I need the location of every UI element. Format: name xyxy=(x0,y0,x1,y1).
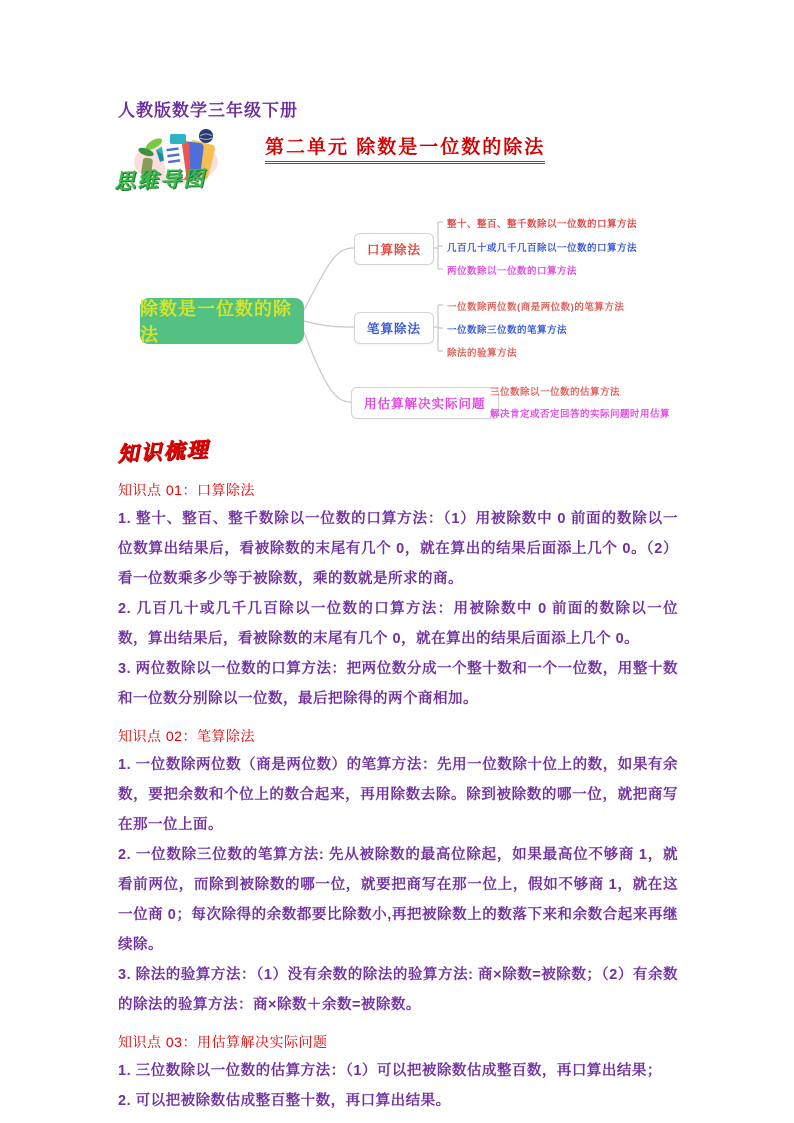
knowledge-point-01 xyxy=(118,476,678,714)
mindmap xyxy=(0,200,794,445)
mindmap-branch-estimation: 用估算解决实际问题 xyxy=(351,387,499,419)
mindmap-leaf: 一位数除两位数(商是两位数)的笔算方法 xyxy=(447,302,625,313)
mindmap-leaf: 解决肯定或否定回答的实际问题时用估算 xyxy=(490,409,671,420)
mindmap-leaf: 除法的验算方法 xyxy=(447,348,518,359)
knowledge-item: 1. 三位数除以一位数的估算方法：（1）可以把被除数估成整百数，再口算出结果； xyxy=(118,1063,662,1079)
mindmap-leaf: 一位数除三位数的笔算方法 xyxy=(447,325,568,336)
mindmap-root-node: 除数是一位数的除法 xyxy=(140,298,304,344)
knowledge-point-03 xyxy=(118,1028,678,1116)
knowledge-item: 2. 一位数除三位数的笔算方法: 先从被除数的最高位除起，如果最高位不够商 1，就看前两位，而除到被除数的哪一位，就要把商写在那一位上，假如不够商 1，就在这一位商 0；每次除得的余数都要比除数小,再把被除数上的数落下来和余数合起来再继续除。 xyxy=(118,847,678,953)
knowledge-item: 2. 几百几十或几千几百除以一位数的口算方法：用被除数中 0 前面的数除以一位数，算出结果后，看被除数的末尾有几个 0，就在算出的结果后面添上几个 0。 xyxy=(118,601,678,647)
unit-title: 第二单元 除数是一位数的除法 xyxy=(265,132,545,164)
knowledge-item: 3. 除法的验算方法：（1）没有余数的除法的验算方法: 商×除数=被除数；（2）有余数的除法的验算方法：商×除数＋余数=被除数。 xyxy=(118,967,678,1013)
knowledge-point-02 xyxy=(118,722,678,1020)
knowledge-section xyxy=(118,438,678,1116)
mindmap-branch-oral-division: 口算除法 xyxy=(354,233,434,265)
knowledge-point-title: 知识点 03：用估算解决实际问题 xyxy=(118,1034,328,1050)
mindmap-section-label: 思维导图 xyxy=(113,167,207,194)
knowledge-item: 2. 可以把被除数估成整百整十数，再口算出结果。 xyxy=(118,1093,451,1109)
mindmap-leaf: 整十、整百、整千数除以一位数的口算方法 xyxy=(447,219,638,230)
book-title: 人教版数学三年级下册 xyxy=(118,101,298,120)
knowledge-item: 1. 一位数除两位数（商是两位数）的笔算方法：先用一位数除十位上的数，如果有余数，要把余数和个位上的数合起来，再用除数去除。除到被除数的哪一位，就把商写在那一位上面。 xyxy=(118,757,678,833)
mindmap-leaf: 三位数除以一位数的估算方法 xyxy=(490,387,621,398)
knowledge-point-title: 知识点 01：口算除法 xyxy=(118,482,255,498)
knowledge-point-title: 知识点 02：笔算除法 xyxy=(118,728,255,744)
knowledge-item: 3. 两位数除以一位数的口算方法：把两位数分成一个整十数和一个一位数，用整十数和一位数分别除以一位数，最后把除得的两个商相加。 xyxy=(118,661,678,707)
mindmap-leaf: 几百几十或几千几百除以一位数的口算方法 xyxy=(447,243,638,254)
mindmap-leaf: 两位数除以一位数的口算方法 xyxy=(447,266,578,277)
knowledge-heading: 知识梳理 xyxy=(116,438,210,467)
knowledge-item: 1. 整十、整百、整千数除以一位数的口算方法：（1）用被除数中 0 前面的数除以一位数算出结果后，看被除数的末尾有几个 0，就在算出的结果后面添上几个 0。（2）看一位数乘多少等于被除数，乘的数就是所求的商。 xyxy=(118,511,678,587)
mindmap-branch-written-division: 笔算除法 xyxy=(354,312,434,344)
